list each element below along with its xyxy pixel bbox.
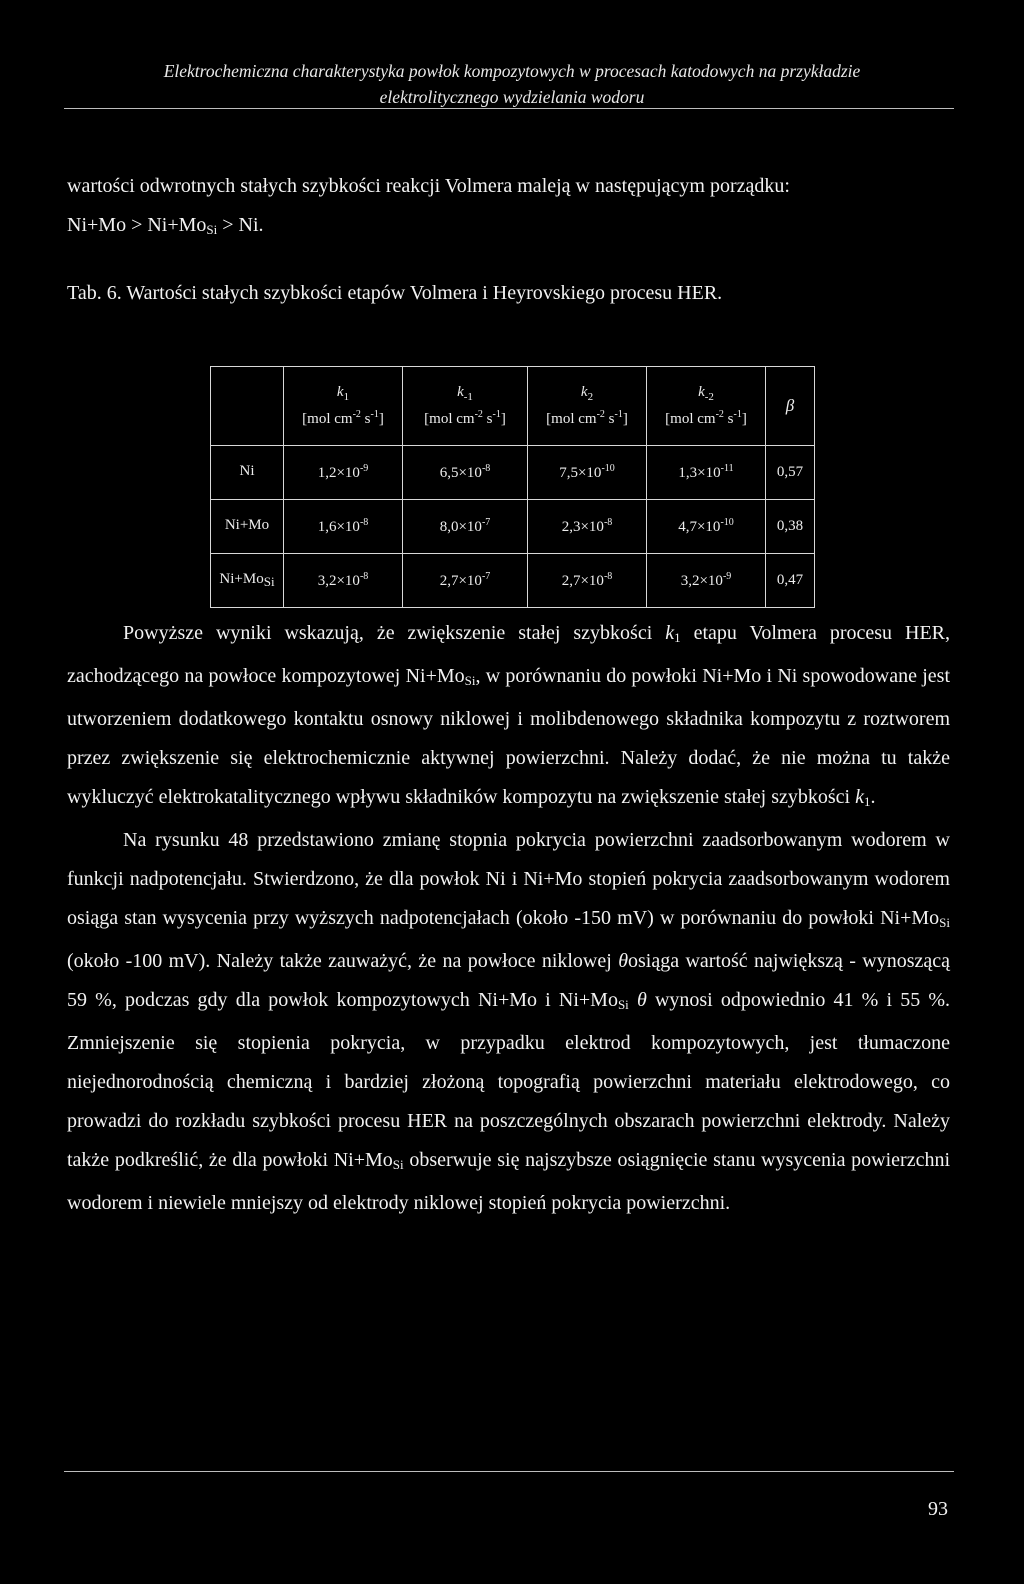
beta-cell: 0,57 <box>766 446 815 500</box>
k1-unit: [mol $cm^{-2}$ $s^{-1}$] <box>302 409 384 427</box>
row-label: $Ni+Mo_{Si}$ <box>211 554 284 608</box>
page-number: 93 <box>928 1498 948 1520</box>
table-cell: $1,2\times 10^{-9}$ <box>284 446 403 500</box>
order-tail: > Ni. <box>217 214 264 236</box>
header-line-2: elektrolitycznego wydzielania wodoru <box>379 87 645 107</box>
k2-symbol: k <box>580 384 588 400</box>
table-cell: $3,2\times 10^{-8}$ <box>284 554 403 608</box>
k1-sub: 1 <box>343 391 350 403</box>
table-cell: $2,7\times 10^{-8}$ <box>528 554 647 608</box>
beta-cell: 0,47 <box>766 554 815 608</box>
order-text: Ni+Mo > Ni+Mo <box>67 214 207 236</box>
header-line-1: Elektrochemiczna charakterystyka powłok kompozytowych w procesach katodowych na przykładzie <box>163 61 861 81</box>
table-cell: $1,6\times 10^{-8}$ <box>284 500 403 554</box>
table-caption: Tab. 6. Wartości stałych szybkości etapów Volmera i Heyrovskiego procesu HER. <box>67 282 723 304</box>
table-header-row <box>211 367 815 446</box>
header-beta: β <box>766 367 815 446</box>
header-k-1 <box>403 367 528 446</box>
order-subscript: Si <box>206 222 218 237</box>
k-2-unit: [mol $cm^{-2}$ $s^{-1}$] <box>665 409 747 427</box>
header-k2 <box>528 367 647 446</box>
running-header <box>50 58 974 110</box>
k-1-symbol: k <box>457 384 464 400</box>
paragraph-1: Powyższe wyniki wskazują, że zwiększenie stałej szybkości $k_1$ etapu Volmera procesu HER, zachodzącego na powłoce kompozytowej $Ni+Mo_{Si}$, w porównaniu do powłoki Ni+Mo i Ni spowodowane jest utworzeniem dodatkowego kontaktu osnowy niklowej i molibdenowego składnika kompozytu z roztworem przez zwiększenie się elektrochemicznie aktywnej powierzchni. Należy dodać, że nie można tu także wykluczyć elektrokatalitycznego wpływu składników kompozytu na zwiększenie stałej szybkości $k_1$. <box>67 622 950 809</box>
footer-rule <box>64 1471 954 1472</box>
paragraph-2: Na rysunku 48 przedstawiono zmianę stopnia pokrycia powierzchni zaadsorbowanym wodorem w funkcji nadpotencjału. Stwierdzono, że dla powłok Ni i Ni+Mo stopień pokrycia zaadsorbowanym wodorem osiąga stan wysycenia przy wyższych nadpotencjałach (około -150 mV) w porównaniu do powłoki $Ni+Mo_{Si}$ (około -100 mV). Należy także zauważyć, że na powłoce niklowej θosiąga wartość największą - wynoszącą 59 %, podczas gdy dla powłok kompozytowych Ni+Mo i $Ni+Mo_{Si}$ θ wynosi odpowiednio 41 % i 55 %. Zmniejszenie się stopienia pokrycia, w przypadku elektrod kompozytowych, jest tłumaczone niejednorodnością chemiczną i bardziej złożoną topografią powierzchni materiału elektrodowego, co prowadzi do rozkładu szybkości procesu HER na poszczególnych obszarach powierzchni elektrody. Należy także podkreślić, że dla powłoki $Ni+Mo_{Si}$ obserwuje się najszybsze osiągnięcie stanu wysycenia powierzchni wodorem i niewiele mniejszy od elektrody niklowej stopień pokrycia powierzchni. <box>67 829 951 1214</box>
header-rule <box>64 108 954 109</box>
header-k1 <box>284 367 403 446</box>
table-cell: $7,5\times 10^{-10}$ <box>528 446 647 500</box>
table-cell: $4,7\times 10^{-10}$ <box>647 500 766 554</box>
rate-constants-table <box>210 366 815 608</box>
table-cell: $8,0\times 10^{-7}$ <box>403 500 528 554</box>
body-text <box>67 614 950 1223</box>
k-2-symbol: k <box>698 384 705 400</box>
table-cell: $3,2\times 10^{-9}$ <box>647 554 766 608</box>
table-row <box>211 554 815 608</box>
k2-unit: [mol $cm^{-2}$ $s^{-1}$] <box>546 409 628 427</box>
row-label: Ni <box>211 446 284 500</box>
k2-sub: 2 <box>587 391 594 403</box>
header-corner <box>211 367 284 446</box>
k1-symbol: k <box>336 384 344 400</box>
k-1-unit: [mol $cm^{-2}$ $s^{-1}$] <box>424 409 506 427</box>
header-k-2 <box>647 367 766 446</box>
table-row <box>211 446 815 500</box>
beta-cell: 0,38 <box>766 500 815 554</box>
row-label: Ni+Mo <box>211 500 284 554</box>
k-1-sub: -1 <box>463 391 473 403</box>
table-cell: $1,3\times 10^{-11}$ <box>647 446 766 500</box>
table-cell: $2,7\times 10^{-7}$ <box>403 554 528 608</box>
intro-paragraph <box>67 167 950 249</box>
table-row <box>211 500 815 554</box>
table-cell: $6,5\times 10^{-8}$ <box>403 446 528 500</box>
k-2-sub: -2 <box>704 391 714 403</box>
table-cell: $2,3\times 10^{-8}$ <box>528 500 647 554</box>
intro-line: wartości odwrotnych stałych szybkości reakcji Volmera maleją w następującym porządku: <box>67 175 790 197</box>
